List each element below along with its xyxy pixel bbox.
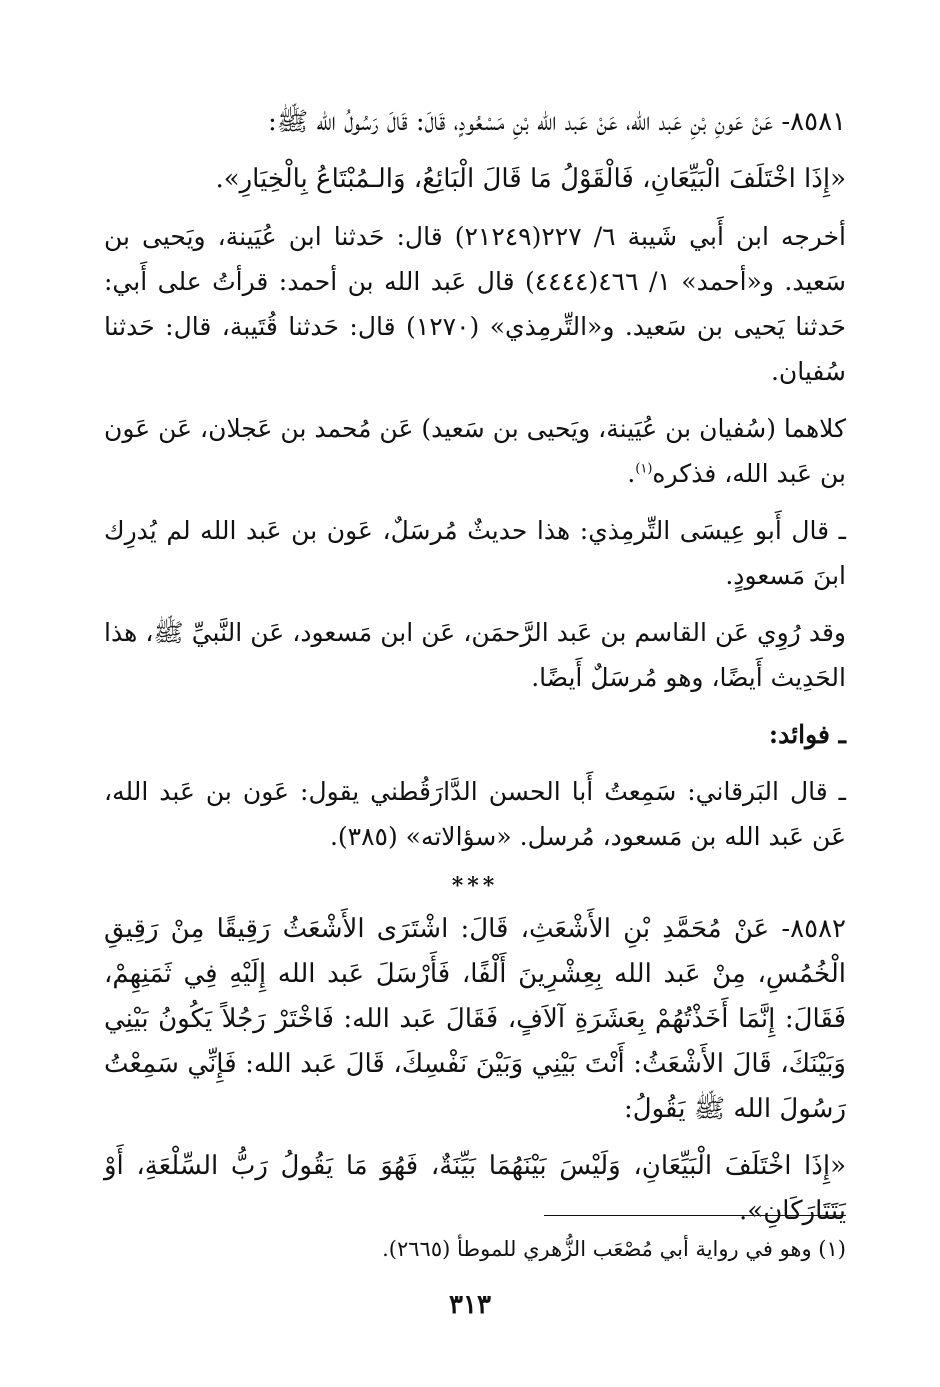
chain-paragraph: كلاهما (سُفيان بن عُيَينة، ويَحيى بن سَعيد) عَن مُحمد بن عَجلان، عَن عَون بن عَبد الله، فذكره$^{(١)}$. bbox=[104, 414, 846, 488]
hadith-8582-intro: ٨٥٨٢- عَنْ مُحَمَّدِ بْنِ الأَشْعَثِ، قَالَ: اشْتَرَى الأَشْعَثُ رَقِيقًا مِنْ رَقِيقِ الْخُمُسِ، مِنْ عَبد الله بِعِشْرِينَ أَلْفًا، فَأَرْسَلَ عَبد الله إِلَيْهِ فِي ثَمَنِهِمْ، فَقَالَ: إِنَّمَا أَخَذْتُهُمْ بِعَشَرَةِ آلاَفٍ، فَقَالَ عَبد الله: فَاخْتَرْ رَجُلاً يَكُونُ بَيْنِي وَبَيْنَكَ، قَالَ الأَشْعَثُ: أَنْتَ بَيْنِي وَبَيْنَ نَفْسِكَ، قَالَ عَبد الله: فَإِنِّي سَمِعْتُ رَسُولَ الله ﷺ يَقُولُ: bbox=[104, 914, 846, 1124]
hadith-8581-text: «إِذَا اخْتَلَفَ الْبَيِّعَانِ، فَالْقَوْلُ مَا قَالَ الْبَائِعُ، وَالـمُبْتَاعُ بِالْخِيَارِ». bbox=[215, 164, 846, 194]
fawaid-heading: ـ فوائد: bbox=[768, 720, 846, 749]
takhrij-paragraph: أخرجه ابن أَبي شَيبة ٦/ ٢٢٧(٢١٢٤٩) قال: حَدثنا ابن عُيَينة، ويَحيى بن سَعيد. و«أحمد» ١/ ٤٦٦(٤٤٤٤) قال عَبد الله بن أحمد: قرأتُ على أَبي: حَدثنا يَحيى بن سَعيد. و«التِّرمِذي» (١٢٧٠) قال: حَدثنا قُتَيبة، قال: حَدثنا سُفيان. bbox=[104, 222, 847, 386]
footnote-divider bbox=[544, 1215, 846, 1216]
hadith-8581-intro: ٨٥٨١- عَنْ عَونِ بْنِ عَبد الله، عَنْ عَبد الله بْنِ مَسْعُودٍ، قَالَ: قَالَ رَسُولُ الله ﷺ: bbox=[267, 107, 846, 137]
page-number: ٣١٣ bbox=[449, 1290, 491, 1320]
footnote-marker: (١) bbox=[635, 461, 653, 477]
chain-text: كلاهما (سُفيان بن عُيَينة، ويَحيى بن سَعيد) عَن مُحمد بن عَجلان، عَن عَون بن عَبد الله، فذكره bbox=[104, 414, 846, 488]
tirmidhi-comment: ـ قال أَبو عِيسَى التِّرمِذي: هذا حديثٌ مُرسَلٌ، عَون بن عَبد الله لم يُدرِك ابنَ مَسعودٍ. bbox=[104, 516, 846, 590]
footnote: (١) وهو في رواية أبي مُصْعَب الزُّهري للموطأ (٢٦٦٥). bbox=[382, 1237, 846, 1261]
hadith-8582-text: «إِذَا اخْتَلَفَ الْبَيِّعَانِ، وَلَيْسَ بَيْنَهُمَا بَيِّنَةٌ، فَهُوَ مَا يَقُولُ رَبُّ السِّلْعَةِ، أَوْ يَتَتَارَكَانِ». bbox=[104, 1151, 846, 1226]
page-body bbox=[104, 100, 846, 1246]
section-separator: *** bbox=[451, 873, 499, 899]
barqani-comment: ـ قال البَرقاني: سَمِعتُ أَبا الحسن الدَّارَقُطني يقول: عَون بن عَبد الله، عَن عَبد الله بن مَسعود، مُرسل. «سؤالاته» (٣٨٥). bbox=[104, 777, 846, 851]
qasim-narration: وقد رُوِي عَن القاسم بن عَبد الرَّحمَن، عَن ابن مَسعود، عَن النَّبيِّ ﷺ، هذا الحَدِيث أَيضًا، وهو مُرسَلٌ أَيضًا. bbox=[104, 618, 846, 692]
